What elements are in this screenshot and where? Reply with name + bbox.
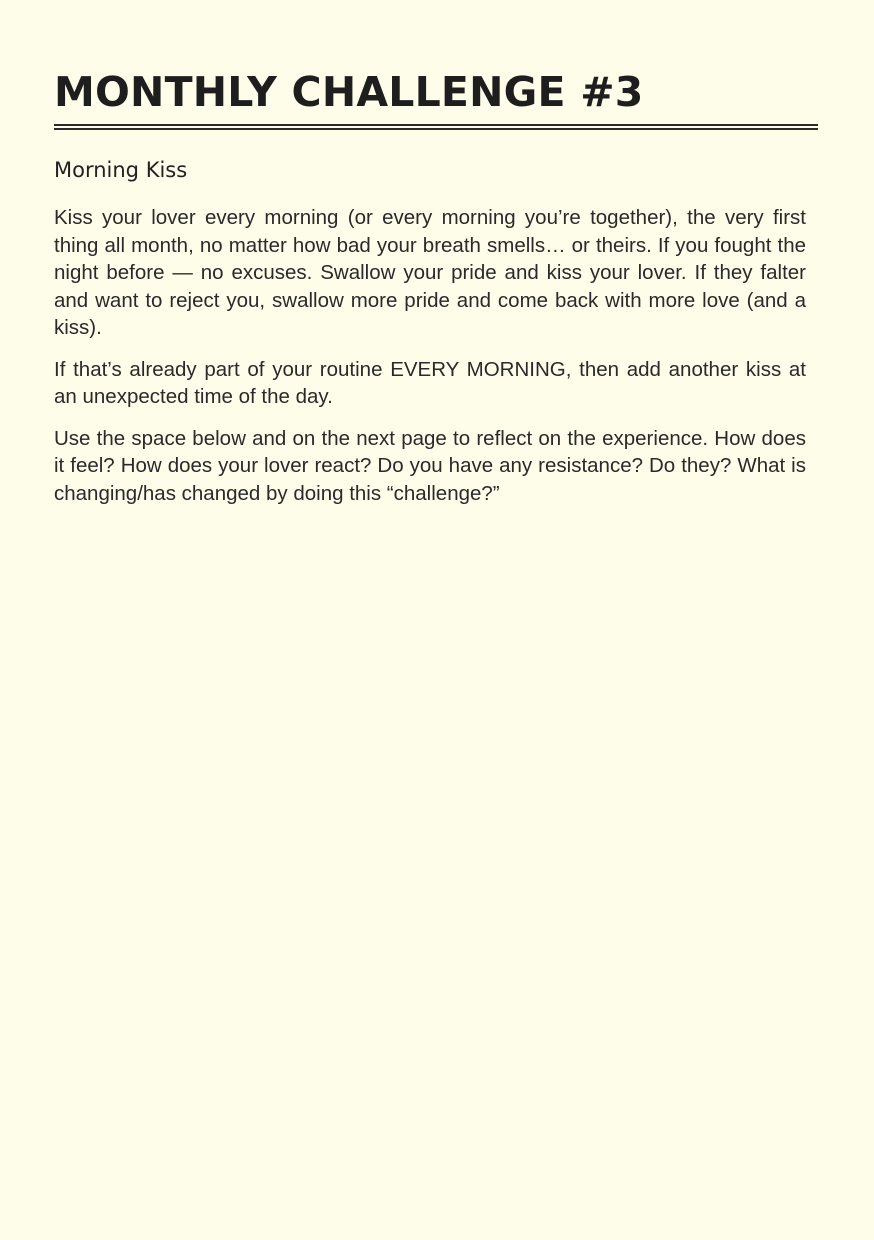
challenge-subtitle: Morning Kiss [54, 158, 188, 182]
title-double-rule [54, 124, 818, 130]
page-content [54, 66, 818, 507]
page-title: MONTHLY CHALLENGE #3 [54, 68, 644, 116]
paragraph-reflection: Use the space below and on the next page to reflect on the experience. How does it feel? How does your lover react? Do you have any resistance? Do they? What is changing/has changed by doing this “challenge?” [54, 426, 806, 505]
paragraph-routine: If that’s already part of your routine EVERY MORNING, then add another kiss at an unexpected time of the day. [54, 357, 806, 408]
paragraph-instructions: Kiss your lover every morning (or every morning you’re together), the very first thing all month, no matter how bad your breath smells… or theirs. If you fought the night before — no excuses. Swallow your pride and kiss your lover. If they falter and want to reject you, swallow more pride and come back with more love (and a kiss). [54, 206, 806, 339]
